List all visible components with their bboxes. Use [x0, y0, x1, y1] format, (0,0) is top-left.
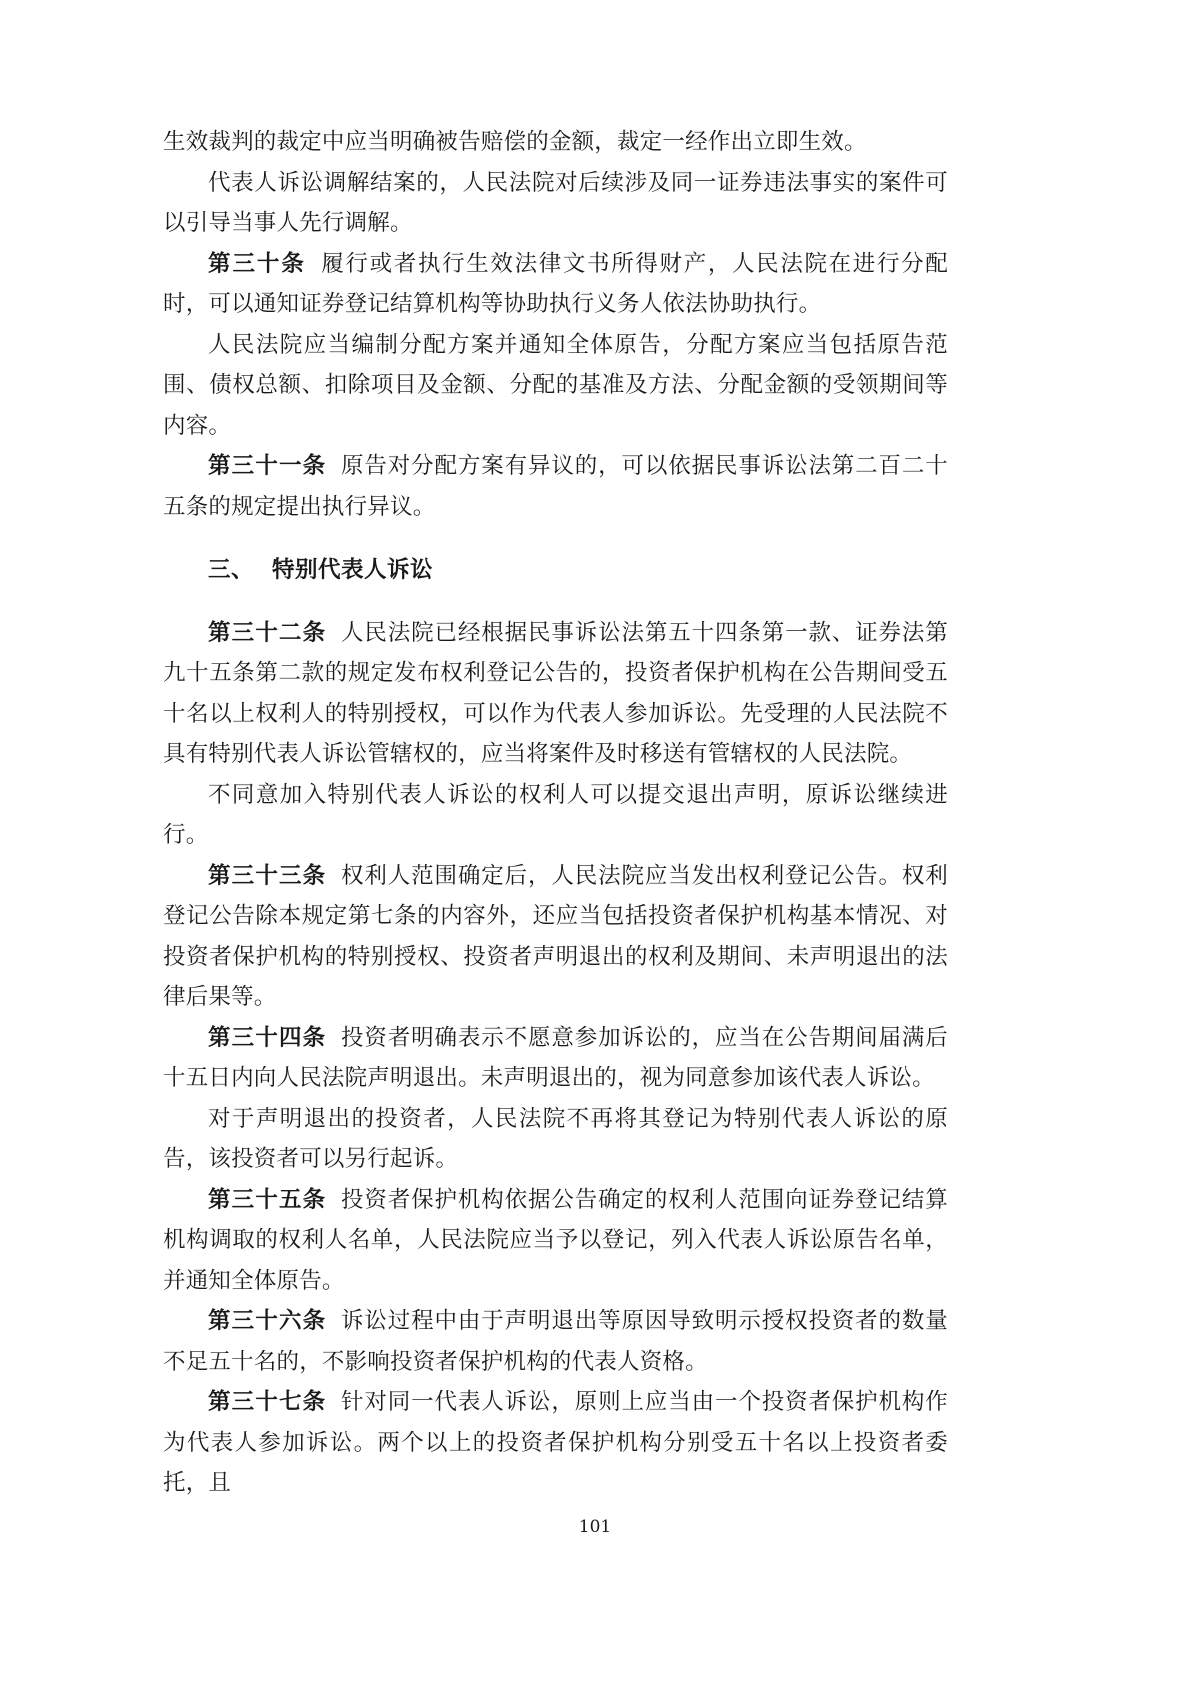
paragraph-text: 不同意加入特别代表人诉讼的权利人可以提交退出声明，原诉讼继续进行。	[163, 781, 948, 848]
article-paragraph	[163, 1180, 948, 1302]
page-content	[163, 122, 948, 1504]
article-number: 第三十二条	[208, 619, 327, 646]
paragraph-text: 针对同一代表人诉讼，原则上应当由一个投资者保护机构作为代表人参加诉讼。两个以上的投资者保护机构分别受五十名以上投资者委托，且	[163, 1389, 948, 1496]
article-number: 第三十五条	[208, 1186, 327, 1213]
paragraph-text: 权利人范围确定后，人民法院应当发出权利登记公告。权利登记公告除本规定第七条的内容外，还应当包括投资者保护机构基本情况、对投资者保护机构的特别授权、投资者声明退出的权利及期间、未声明退出的法律后果等。	[163, 862, 948, 1010]
paragraph-text: 原告对分配方案有异议的，可以依据民事诉讼法第二百二十五条的规定提出执行异议。	[163, 453, 948, 520]
article-paragraph	[163, 856, 948, 1018]
paragraph-text: 人民法院已经根据民事诉讼法第五十四条第一款、证券法第九十五条第二款的规定发布权利登记公告的，投资者保护机构在公告期间受五十名以上权利人的特别授权，可以作为代表人参加诉讼。先受理的人民法院不具有特别代表人诉讼管辖权的，应当将案件及时移送有管辖权的人民法院。	[163, 619, 948, 767]
article-paragraph	[163, 446, 948, 527]
paragraph-text: 代表人诉讼调解结案的，人民法院对后续涉及同一证券违法事实的案件可以引导当事人先行调解。	[163, 169, 948, 236]
page-number: 101	[578, 1517, 612, 1537]
article-paragraph	[163, 1301, 948, 1382]
article-number: 第三十条	[208, 250, 306, 277]
paragraph	[163, 1099, 948, 1180]
section-heading-title: 特别代表人诉讼	[272, 556, 434, 583]
paragraph-text: 履行或者执行生效法律文书所得财产，人民法院在进行分配时，可以通知证券登记结算机构等协助执行义务人依法协助执行。	[163, 250, 948, 317]
article-number: 第三十四条	[208, 1024, 327, 1051]
article-paragraph	[163, 1018, 948, 1099]
paragraph-text: 投资者明确表示不愿意参加诉讼的，应当在公告期间届满后十五日内向人民法院声明退出。未声明退出的，视为同意参加该代表人诉讼。	[163, 1024, 948, 1091]
paragraph	[163, 775, 948, 856]
section-heading-number: 三、	[208, 556, 255, 583]
paragraph-text: 诉讼过程中由于声明退出等原因导致明示授权投资者的数量不足五十名的，不影响投资者保护机构的代表人资格。	[163, 1308, 948, 1375]
paragraph-text: 人民法院应当编制分配方案并通知全体原告，分配方案应当包括原告范围、债权总额、扣除项目及金额、分配的基准及方法、分配金额的受领期间等内容。	[163, 331, 948, 439]
article-number: 第三十三条	[208, 862, 327, 889]
paragraph-text: 对于声明退出的投资者，人民法院不再将其登记为特别代表人诉讼的原告，该投资者可以另行起诉。	[163, 1105, 948, 1172]
paragraph	[163, 122, 948, 163]
paragraph	[163, 325, 948, 447]
paragraph-text: 生效裁判的裁定中应当明确被告赔偿的金额，裁定一经作出立即生效。	[163, 129, 867, 155]
article-number: 第三十七条	[208, 1389, 327, 1415]
section-heading	[163, 550, 948, 591]
article-paragraph	[163, 1382, 948, 1504]
paragraph-text: 投资者保护机构依据公告确定的权利人范围向证券登记结算机构调取的权利人名单，人民法院应当予以登记，列入代表人诉讼原告名单，并通知全体原告。	[163, 1186, 948, 1294]
article-number: 第三十一条	[208, 453, 327, 479]
article-paragraph	[163, 244, 948, 325]
article-number: 第三十六条	[208, 1308, 327, 1334]
article-paragraph	[163, 613, 948, 775]
paragraph	[163, 163, 948, 244]
